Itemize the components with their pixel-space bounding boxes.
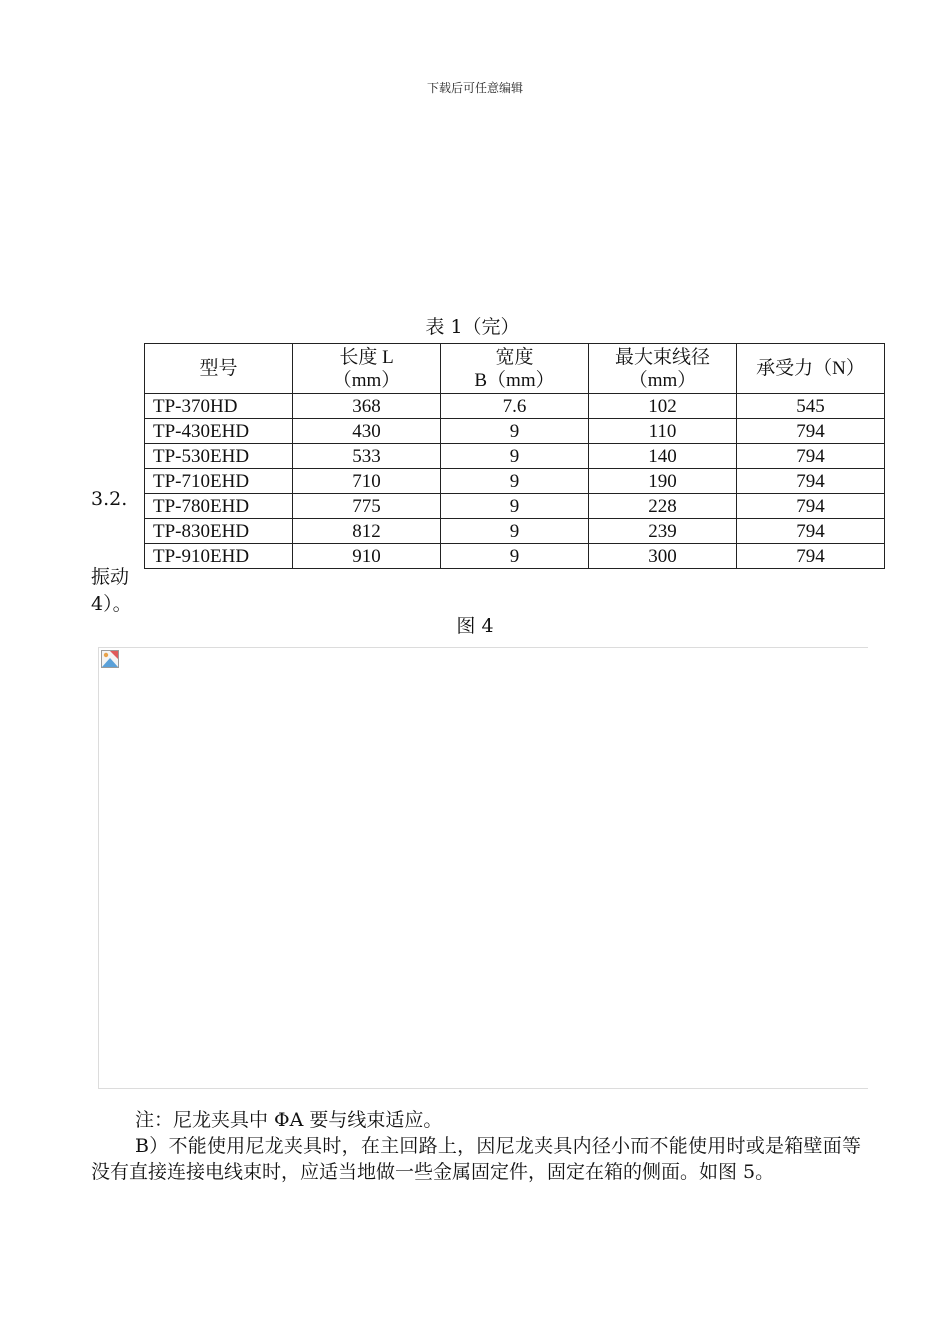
cell-model: TP-370HD [145, 394, 293, 419]
table-row [145, 469, 885, 494]
table-row [145, 544, 885, 569]
table-header-row [145, 344, 885, 394]
cell-diameter: 140 [589, 444, 737, 469]
cell-diameter: 110 [589, 419, 737, 444]
cell-diameter: 239 [589, 519, 737, 544]
header-length [293, 344, 441, 394]
cell-load: 794 [737, 444, 885, 469]
cell-width: 9 [441, 419, 589, 444]
cell-model: TP-830EHD [145, 519, 293, 544]
cell-width: 9 [441, 494, 589, 519]
spec-table [144, 343, 885, 569]
cell-diameter: 300 [589, 544, 737, 569]
cell-model: TP-710EHD [145, 469, 293, 494]
header-line: 宽度 [495, 346, 534, 368]
cell-load: 794 [737, 494, 885, 519]
header-max-bundle-diameter [589, 344, 737, 394]
figure-image-placeholder [98, 647, 868, 1089]
cell-load: 794 [737, 519, 885, 544]
table-row [145, 519, 885, 544]
table-row [145, 419, 885, 444]
cell-length: 710 [293, 469, 441, 494]
header-note: 下载后可任意编辑 [426, 81, 523, 95]
cell-load: 794 [737, 469, 885, 494]
header-load [737, 344, 885, 394]
cell-load: 794 [737, 419, 885, 444]
cell-load: 794 [737, 544, 885, 569]
cell-width: 9 [441, 519, 589, 544]
header-line: 最大束线径 [614, 346, 710, 368]
paragraph-fragment-end: 4）。 [91, 589, 132, 616]
cell-model: TP-430EHD [145, 419, 293, 444]
broken-image-icon [101, 650, 119, 668]
cell-model: TP-780EHD [145, 494, 293, 519]
cell-width: 9 [441, 469, 589, 494]
table-row [145, 394, 885, 419]
cell-load: 545 [737, 394, 885, 419]
cell-diameter: 190 [589, 469, 737, 494]
cell-length: 812 [293, 519, 441, 544]
cell-length: 368 [293, 394, 441, 419]
header-line: 承受力（N） [756, 358, 865, 379]
cell-diameter: 228 [589, 494, 737, 519]
header-line: （mm） [628, 369, 697, 391]
table-row [145, 494, 885, 519]
paragraph-b: B）不能使用尼龙夹具时，在主回路上，因尼龙夹具内径小而不能使用时或是箱壁面等没有直接连接电线束时，应适当地做一些金属固定件，固定在箱的侧面。如图 5。 [91, 1135, 861, 1183]
header-line: B（mm） [474, 369, 555, 391]
cell-diameter: 102 [589, 394, 737, 419]
paragraph-fragment: 振动 [91, 562, 139, 589]
cell-model: TP-530EHD [145, 444, 293, 469]
cell-width: 9 [441, 544, 589, 569]
figure-caption: 图 4 [456, 615, 494, 637]
cell-length: 775 [293, 494, 441, 519]
header-line: 型号 [199, 358, 238, 379]
cell-model: TP-910EHD [145, 544, 293, 569]
cell-width: 9 [441, 444, 589, 469]
table-row [145, 444, 885, 469]
header-model [145, 344, 293, 394]
table-caption: 表 1（完） [425, 316, 520, 338]
note-paragraph: 注：尼龙夹具中 ΦA 要与线束适应。 [135, 1109, 443, 1131]
cell-length: 533 [293, 444, 441, 469]
cell-length: 430 [293, 419, 441, 444]
cell-length: 910 [293, 544, 441, 569]
header-line: 长度 L [339, 346, 394, 368]
section-number-fragment: 3.2. [91, 488, 128, 510]
cell-width: 7.6 [441, 394, 589, 419]
header-line: （mm） [332, 369, 401, 391]
header-width [441, 344, 589, 394]
